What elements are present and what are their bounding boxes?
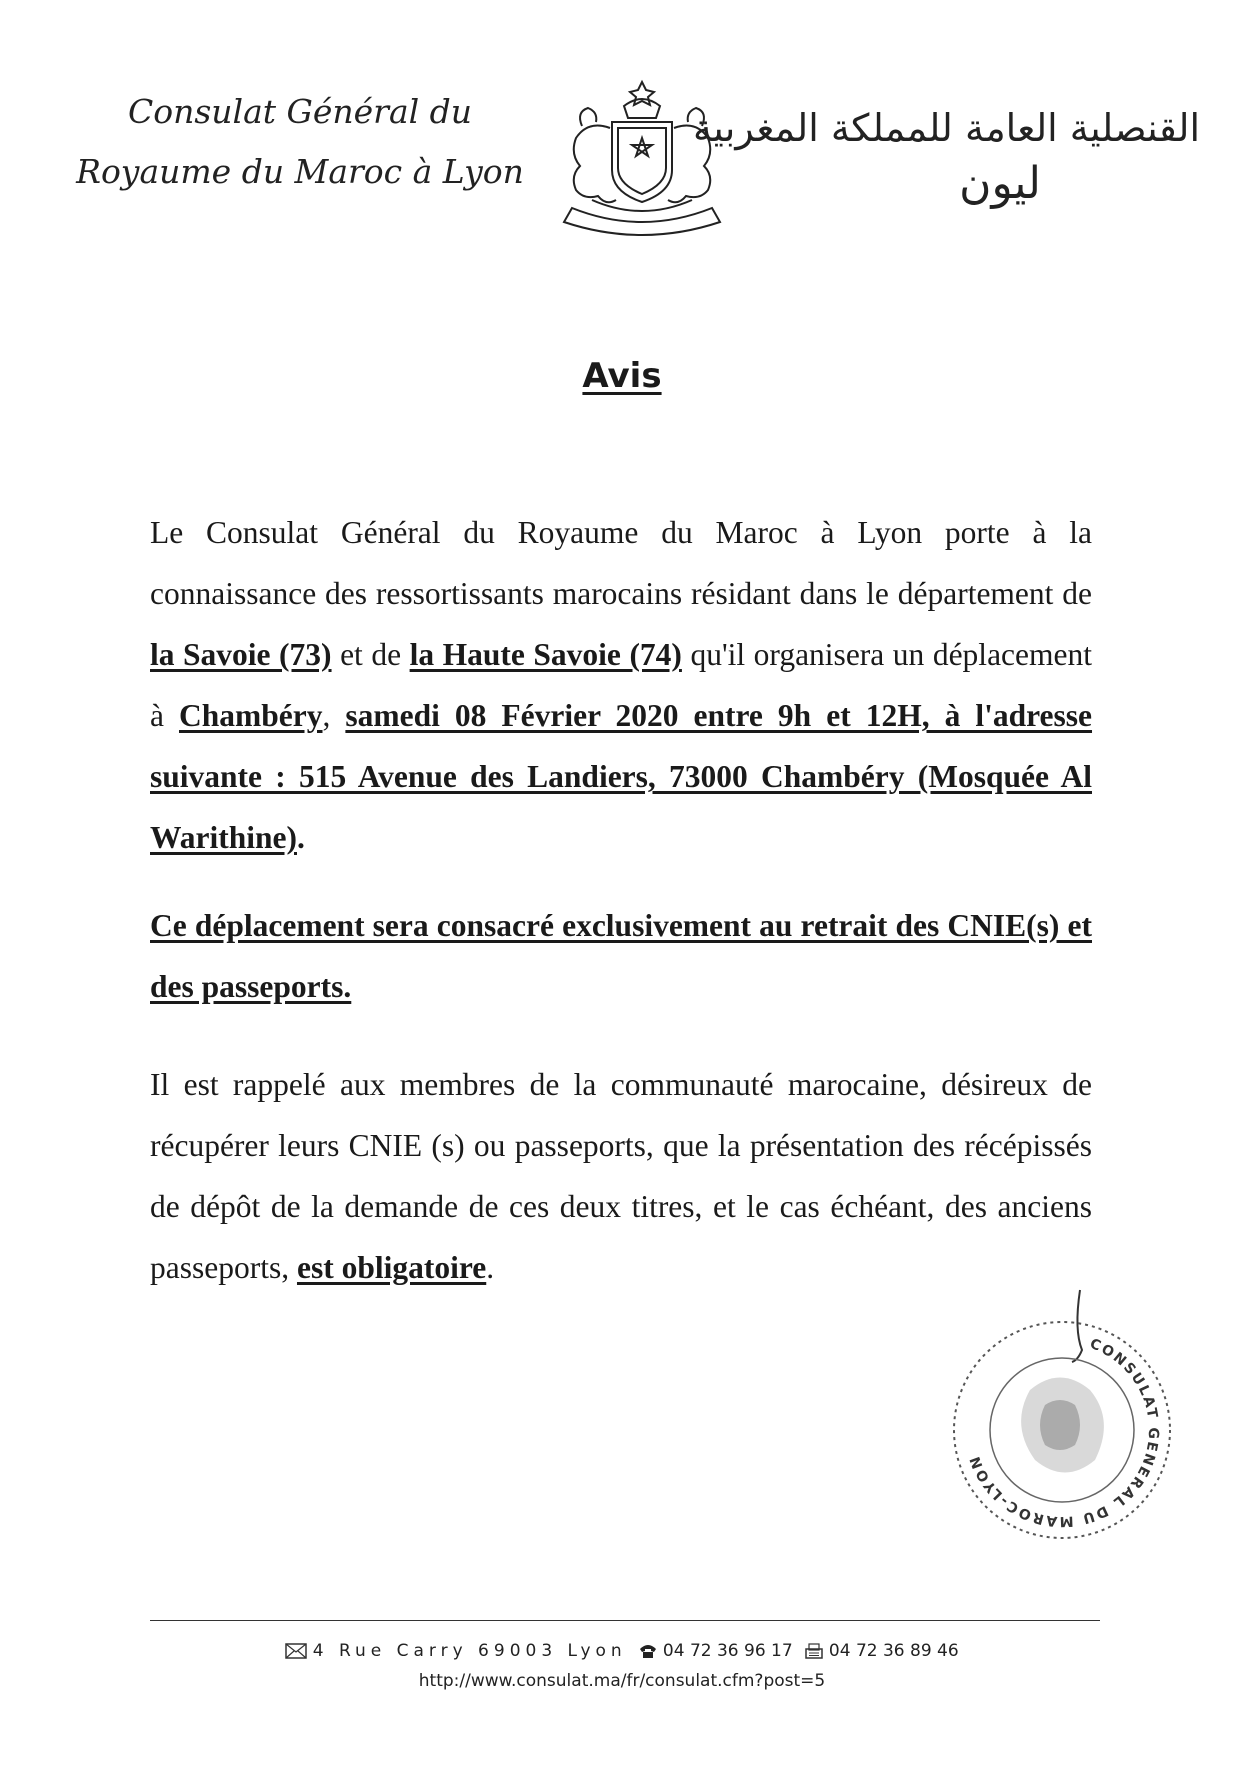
obligatory-notice: est obligatoire [296, 1250, 487, 1285]
paragraph-announcement: Le Consulat Général du Royaume du Maroc à Lyon porte à la connaissance des ressortissants marocains résidant dans le département de la Savoie (73) et de la Haute Savoie (74) qu'il organisera un déplacement à Chambéry, samedi 08 Février 2020 entre 9h et 12H, à l'adresse suivante : 515 Avenue des Landiers, 73000 Chambéry (Mosquée Al Warithine). [150, 515, 1093, 855]
stamp-text: CONSULAT GENERAL DU MAROC-LYON [966, 1335, 1162, 1530]
header-consulate-french [70, 82, 530, 202]
header-left-line2: Royaume du Maroc à Lyon [76, 152, 524, 191]
phone-icon [638, 1643, 658, 1659]
region-haute-savoie: la Haute Savoie (74) [409, 637, 682, 672]
footer-address: 4 Rue Carry 69003 Lyon [312, 1641, 627, 1661]
city-name: Chambéry [179, 698, 323, 733]
footer-url[interactable]: http://www.consulat.ma/fr/consulat.cfm?post=5 [418, 1671, 826, 1691]
official-stamp-icon [935, 1280, 1190, 1560]
header-right-line2: ليون [959, 158, 1041, 209]
paragraph-purpose: Ce déplacement sera consacré exclusivement au retrait des CNIE(s) et des passeports. [150, 908, 1092, 1004]
footer-phone: 04 72 36 96 17 [662, 1641, 793, 1661]
region-savoie: la Savoie (73) [150, 637, 332, 672]
page-title: Avis [582, 356, 662, 396]
header-consulate-arabic [692, 100, 1200, 212]
header-left-line1: Consulat Général du [127, 92, 473, 131]
footer-contact-line [0, 1636, 1244, 1666]
date-address: samedi 08 Février 2020 entre 9h et 12H, à l'adresse suivante : 515 Avenue des Landiers, 73000 Chambéry (Mosquée Al Warithine) [150, 698, 1093, 855]
footer-divider [150, 1620, 1100, 1621]
footer [0, 1636, 1244, 1696]
envelope-icon [285, 1643, 307, 1659]
paragraph-reminder: Il est rappelé aux membres de la communauté marocaine, désireux de récupérer leurs CNIE (s) ou passeports, que la présentation des récépissés de dépôt de la demande de ces deux titres, et le cas échéant, des anciens passeports, est obligatoire. [150, 1067, 1092, 1285]
header-right-line1: القنصلية العامة للمملكة المغربية [692, 106, 1200, 150]
fax-icon [804, 1643, 824, 1659]
footer-fax: 04 72 36 89 46 [828, 1641, 959, 1661]
